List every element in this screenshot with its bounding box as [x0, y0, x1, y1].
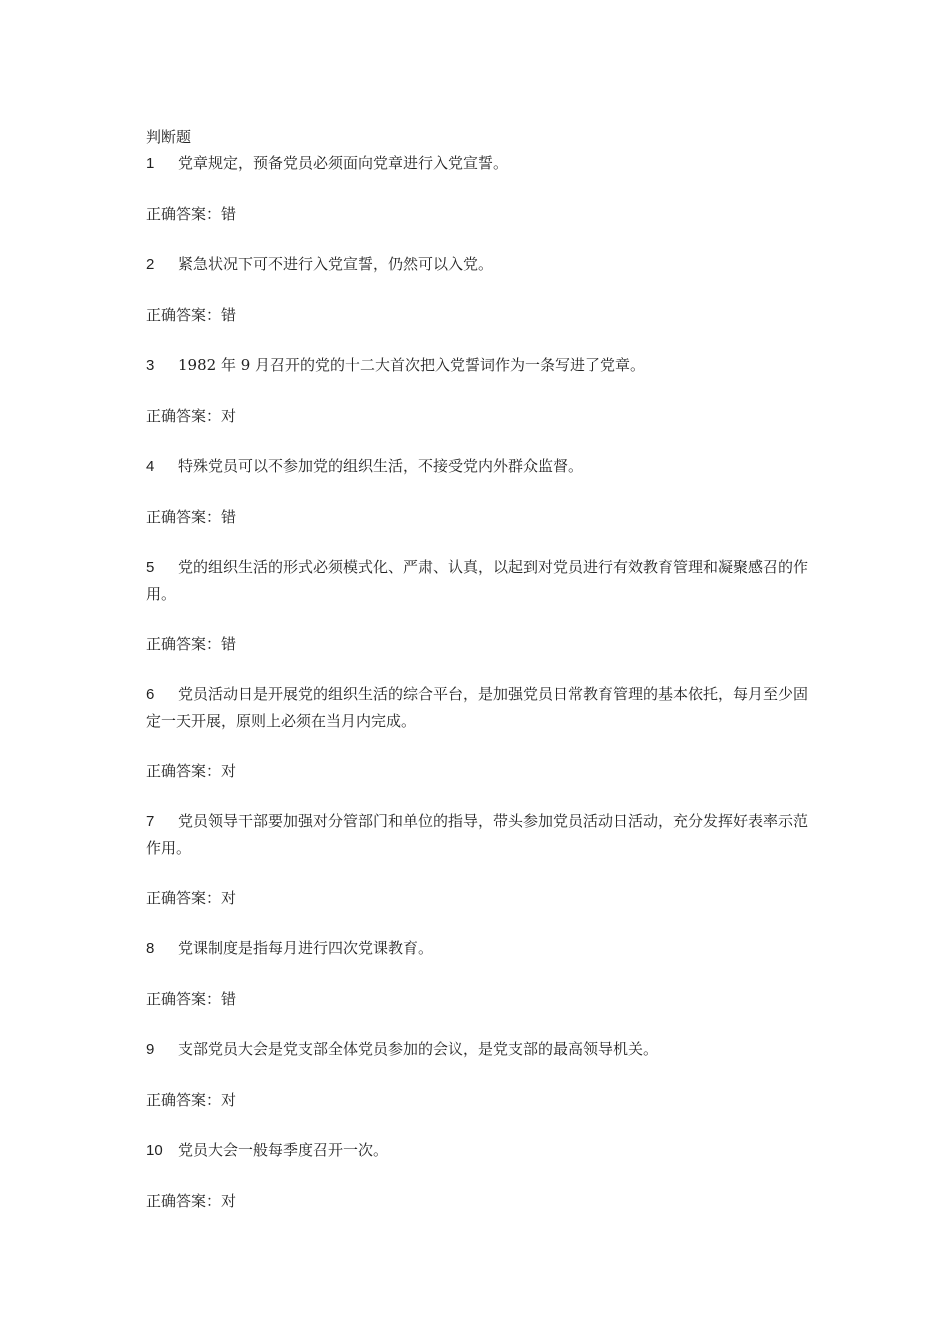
- document-content: [146, 124, 810, 1214]
- question-text: [146, 453, 810, 480]
- question-text: [146, 150, 810, 177]
- answer-text: 正确答案：错: [146, 508, 237, 526]
- question-item: [146, 251, 810, 352]
- question-item: [146, 681, 810, 808]
- question-body: 党的组织生活的形式必须模式化、严肃、认真，以起到对党员进行有效教育管理和凝聚感召的作用。: [146, 558, 809, 603]
- question-item: [146, 554, 810, 681]
- question-body: 特殊党员可以不参加党的组织生活，不接受党内外群众监督。: [178, 457, 584, 475]
- answer-text: 正确答案：对: [146, 762, 237, 780]
- question-body: 支部党员大会是党支部全体党员参加的会议，是党支部的最高领导机关。: [178, 1040, 659, 1058]
- question-text: [146, 681, 810, 734]
- question-body: 党课制度是指每月进行四次党课教育。: [178, 939, 434, 957]
- question-body: 紧急状况下可不进行入党宣誓，仍然可以入党。: [178, 255, 494, 273]
- question-body: 1982 年 9 月召开的党的十二大首次把入党誓词作为一条写进了党章。: [178, 356, 646, 374]
- question-body: 党章规定，预备党员必须面向党章进行入党宣誓。: [178, 154, 509, 172]
- question-item: [146, 808, 810, 935]
- question-number: 5: [146, 559, 155, 576]
- question-body: 党员大会一般每季度召开一次。: [178, 1141, 389, 1159]
- question-item: [146, 1036, 810, 1137]
- question-number: 7: [146, 813, 155, 830]
- question-body: 党员活动日是开展党的组织生活的综合平台，是加强党员日常教育管理的基本依托，每月至少固定一天开展，原则上必须在当月内完成。: [146, 685, 809, 730]
- question-number: 6: [146, 686, 155, 703]
- answer-text: 正确答案：错: [146, 205, 237, 223]
- question-item: [146, 935, 810, 1036]
- question-item: [146, 150, 810, 251]
- answer-text: 正确答案：对: [146, 1192, 237, 1210]
- question-text: [146, 808, 810, 861]
- question-body: 党员领导干部要加强对分管部门和单位的指导，带头参加党员活动日活动，充分发挥好表率示范作用。: [146, 812, 809, 857]
- question-number: 8: [146, 940, 155, 957]
- question-number: 4: [146, 458, 155, 475]
- question-number: 9: [146, 1041, 155, 1058]
- question-text: [146, 1036, 810, 1063]
- answer-text: 正确答案：错: [146, 635, 237, 653]
- answer-text: 正确答案：对: [146, 1091, 237, 1109]
- question-number: 2: [146, 256, 155, 273]
- question-text: [146, 935, 810, 962]
- question-text: [146, 554, 810, 607]
- question-number: 3: [146, 357, 155, 374]
- question-number: 1: [146, 155, 155, 172]
- question-text: [146, 1137, 810, 1164]
- answer-text: 正确答案：错: [146, 306, 237, 324]
- section-title: 判断题: [146, 128, 192, 146]
- answer-text: 正确答案：对: [146, 889, 237, 907]
- answer-text: 正确答案：错: [146, 990, 237, 1008]
- question-item: [146, 453, 810, 554]
- question-item: [146, 352, 810, 453]
- question-text: [146, 251, 810, 278]
- question-number: 10: [146, 1142, 163, 1159]
- question-item: [146, 1137, 810, 1214]
- question-text: [146, 352, 810, 379]
- answer-text: 正确答案：对: [146, 407, 237, 425]
